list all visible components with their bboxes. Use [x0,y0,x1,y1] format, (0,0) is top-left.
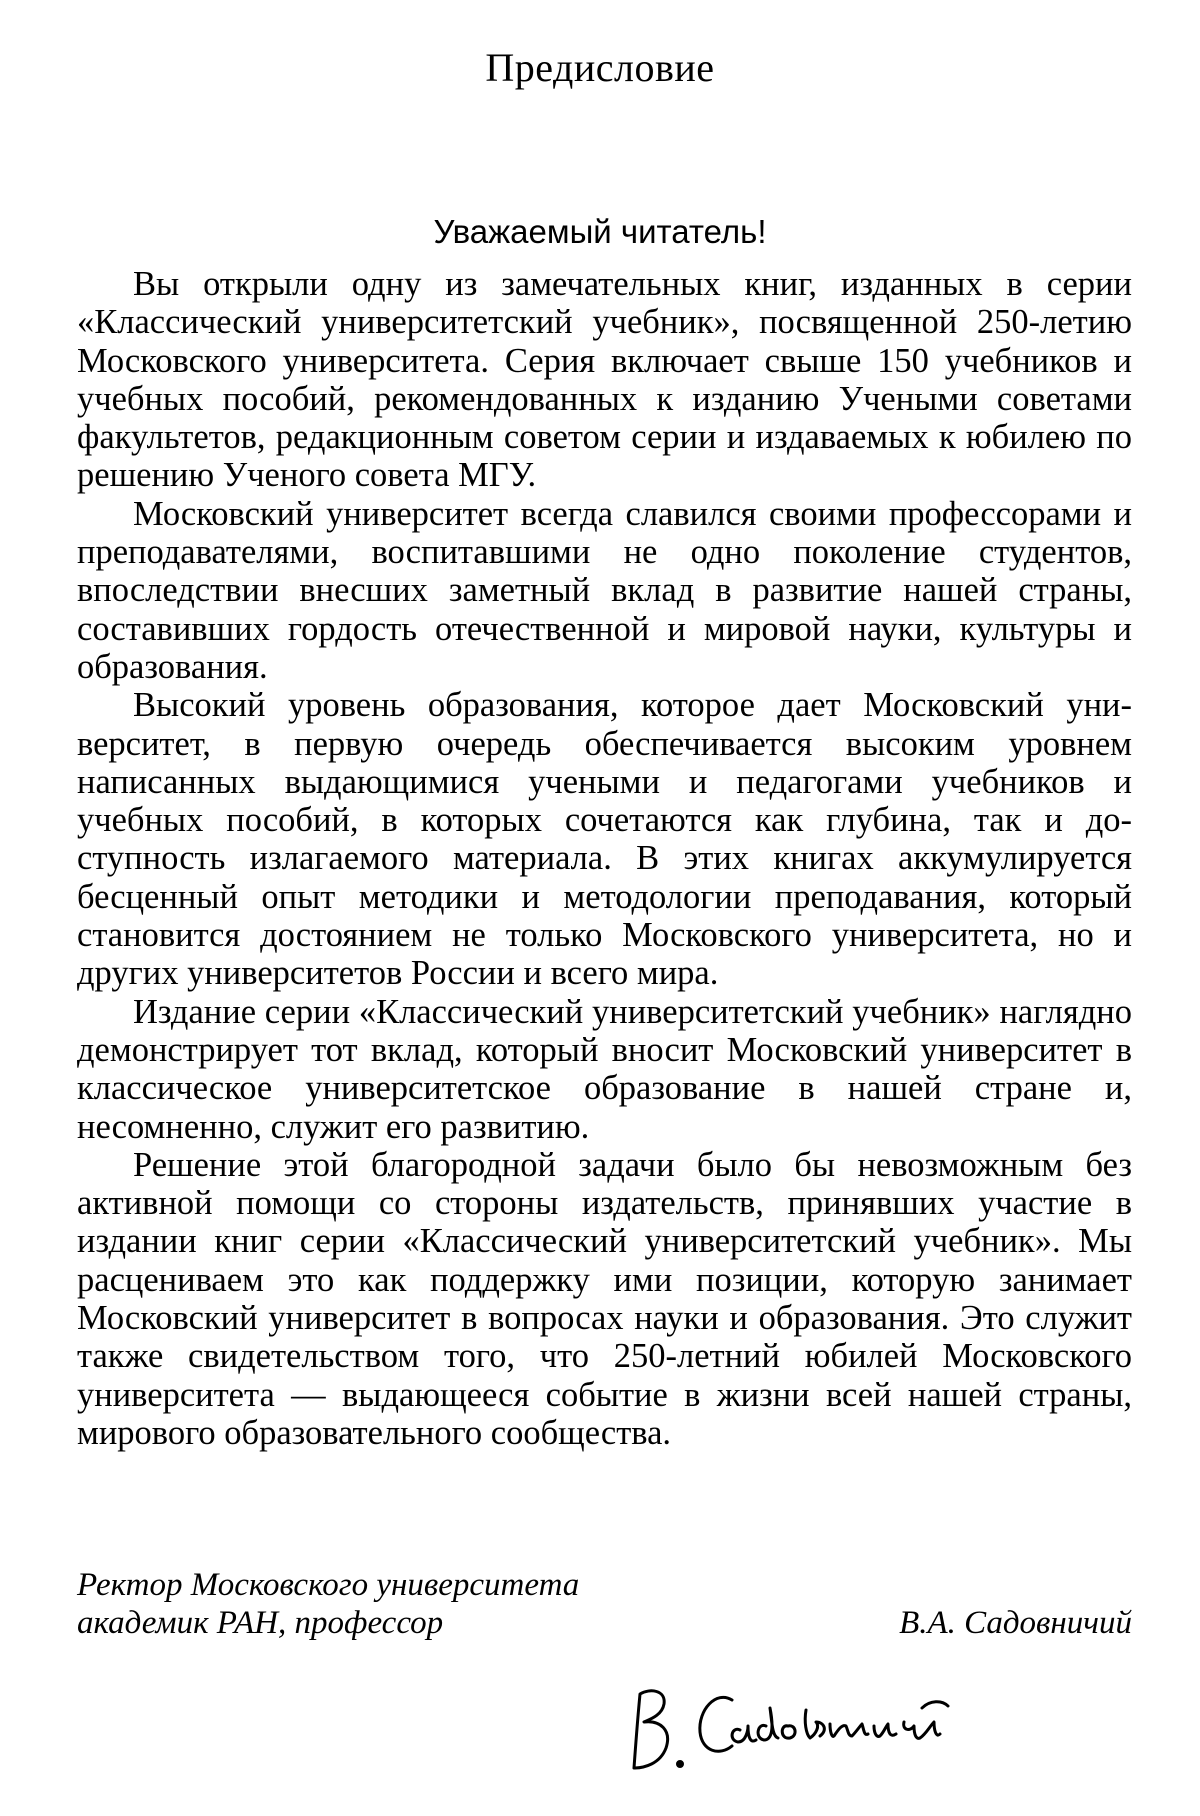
paragraph-2: Московский университет всегда славился своими профессорами и преподавателями, воспитавшими не одно поколение студентов, впоследствии внесших заметный вклад в развитие нашей страны, составивших гордость отечественной и мировой науки, культуры и образования. [77,494,1132,686]
paragraph-3: Высокий уровень образования, которое дает Московский университет, в первую очередь обеспечивается высоким уровнем написанных выдающимися учеными и педагогами учебников и учебных пособий, в которых сочетаются как глубина, так и доступность излагаемого материала. В этих книгах аккумулируется бесценный опыт методики и методологии преподавания, который становится достоянием не только Московского университета, но и других университетов России и всего мира. [77,686,1132,993]
signer-row [77,1604,1132,1642]
signer-position-line-2: академик РАН, профессор [77,1605,444,1641]
preface-body [77,265,1132,1452]
paragraph-5: Решение этой благородной задачи было бы невозможным без активной помощи со стороны издательств, принявших участие в издании книг серии «Классический университетский учебник». Мы расцениваем это как поддержку ими позиции, которую занимает Московский университет в вопросах науки и образования. Это служит также свидетельством того, что 250-летний юбилей Московского университета — выдающееся событие в жизни всей нашей страны, мирового образовательного сообщества. [77,1145,1132,1452]
paragraph-1: Вы открыли одну из замечательных книг, изданных в серии «Классический университетский учебник», посвященной 250-летию Московского университета. Серия включает свыше 150 учебников и учебных пособий, рекомендованных к изданию Учеными советами факультетов, редакционным советом серии и издаваемых к юбилею по решению Ученого совета МГУ. [77,265,1132,495]
paragraph-4: Издание серии «Классический университетский учебник» наглядно демонстрирует тот вклад, который вносит Московский университет в классическое университетское образование в нашей стране и, несомненно, служит его развитию. [77,992,1132,1146]
signer-position-line-1: Ректор Московского университета [77,1567,580,1603]
salutation: Уважаемый читатель! [433,213,767,250]
signature-block [77,1566,1132,1642]
page-title: Предисловие [485,45,715,90]
signer-name: В.А. Садовничий [899,1605,1132,1641]
handwritten-signature [620,1660,960,1780]
